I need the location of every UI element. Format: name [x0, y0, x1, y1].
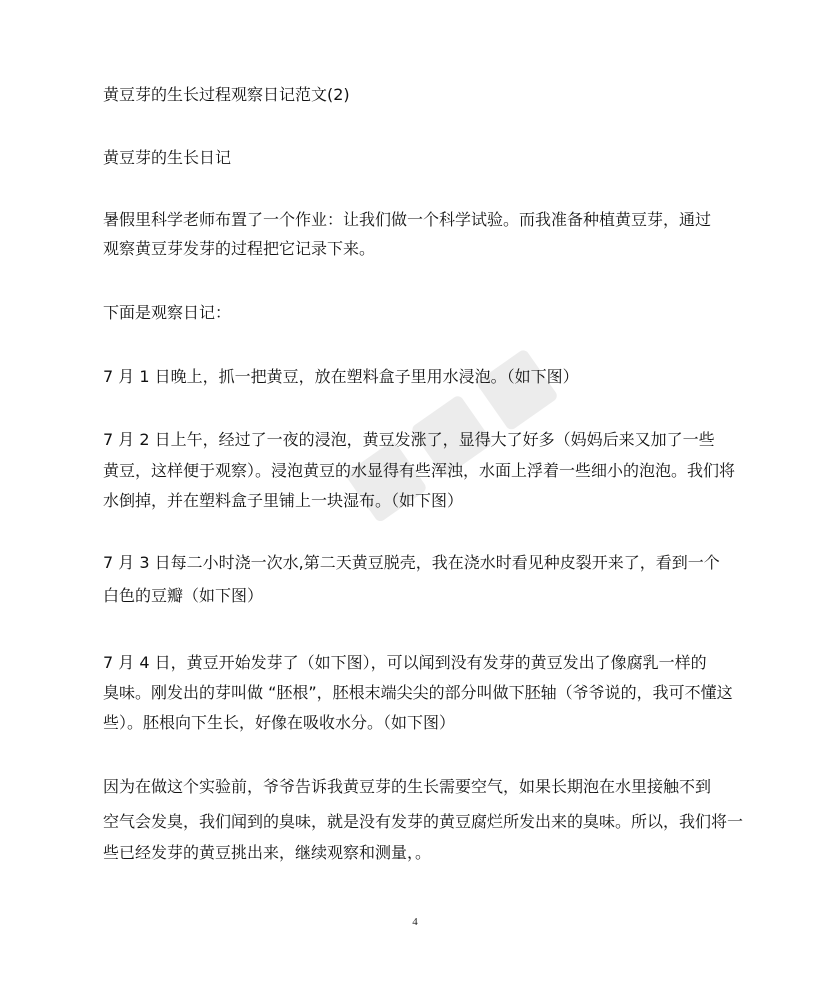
- paragraph-line: 7 月 2 日上午，经过了一夜的浸泡，黄豆发涨了，显得大了好多（妈妈后来又加了一些: [103, 430, 715, 449]
- document-subtitle: 黄豆芽的生长日记: [103, 148, 232, 167]
- paragraph-line: 些）。胚根向下生长，好像在吸收水分。（如下图）: [103, 713, 456, 732]
- page-number: 4: [412, 916, 418, 928]
- paragraph-line: 白色的豆瓣（如下图）: [103, 586, 264, 605]
- paragraph-line: 7 月 1 日晚上，抓一把黄豆，放在塑料盒子里用水浸泡。（如下图）: [103, 367, 579, 386]
- paragraph-line: 7 月 4 日，黄豆开始发芽了（如下图），可以闻到没有发芽的黄豆发出了像腐乳一样的: [103, 653, 707, 672]
- document-title: 黄豆芽的生长过程观察日记范文(2): [103, 85, 350, 104]
- paragraph-line: 观察黄豆芽发芽的过程把它记录下来。: [103, 239, 376, 258]
- paragraph-line: 因为在做这个实验前，爷爷告诉我黄豆芽的生长需要空气，如果长期泡在水里接触不到: [103, 777, 712, 796]
- paragraph-line: 下面是观察日记：: [103, 303, 232, 322]
- paragraph-line: 臭味。刚发出的芽叫做 “胚根”，胚根末端尖尖的部分叫做下胚轴（爷爷说的，我可不懂这: [103, 683, 733, 702]
- paragraph-line: 些已经发芽的黄豆挑出来，继续观察和测量，。: [103, 843, 432, 862]
- paragraph-line: 黄豆，这样便于观察）。浸泡黄豆的水显得有些浑浊，水面上浮着一些细小的泡泡。我们将: [103, 461, 736, 480]
- paragraph-line: 空气会发臭，我们闻到的臭味，就是没有发芽的黄豆腐烂所发出来的臭味。所以，我们将一: [103, 812, 744, 831]
- paragraph-line: 暑假里科学老师布置了一个作业：让我们做一个科学试验。而我准备种植黄豆芽，通过: [103, 210, 712, 229]
- paragraph-line: 水倒掉，并在塑料盒子里铺上一块湿布。（如下图）: [103, 491, 464, 510]
- paragraph-line: 7 月 3 日每二小时浇一次水,第二天黄豆脱壳，我在浇水时看见种皮裂开来了，看到一个: [103, 553, 720, 572]
